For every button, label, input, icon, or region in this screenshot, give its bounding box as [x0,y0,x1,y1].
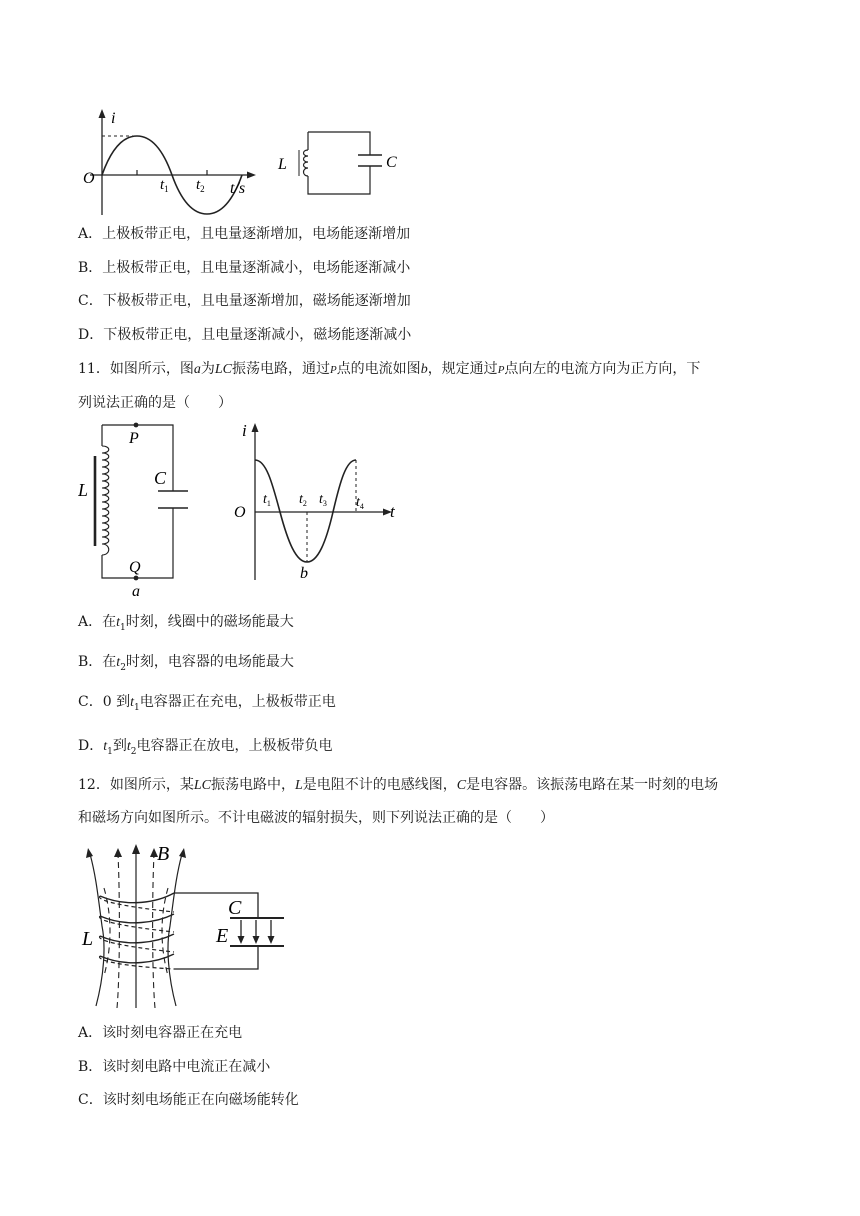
b-field-label: B [157,843,170,865]
q-label: Q [129,559,141,576]
axis-t-label: t [390,502,395,521]
q12-lc-field-figure [78,836,298,1014]
q12-option-c: C．该时刻电场能正在向磁场能转化 [78,1092,299,1108]
p-label: P [129,430,139,447]
figure-a-label: a [132,583,140,600]
e-field-label: E [216,925,229,947]
t3-label: $t_3$ [319,492,327,508]
q11-option-c: C．0 到$t_1$电容器正在充电，上极板带正电 [78,694,336,713]
q10-current-time-graph [80,105,260,220]
t2-label: $t_2$ [196,177,205,194]
q12-option-b: B．该时刻电路中电流正在减小 [78,1059,271,1075]
q10-option-b: B．上极板带正电，且电量逐渐减小，电场能逐渐减小 [78,260,411,276]
capacitor-label: C [154,468,167,488]
inductor-label: L [278,156,287,173]
t1-label: $t_1$ [160,177,169,194]
capacitor-label: C [228,897,242,919]
q12-stem-line1: 12．如图所示，某LC振荡电路中，L是电阻不计的电感线图，C是电容器。该振荡电路在某一时刻的电场 [78,777,719,793]
axis-i-label: i [242,421,247,440]
q12-stem-line2: 和磁场方向如图所示。不计电磁波的辐射损失，则下列说法正确的是（ ） [78,810,554,826]
inductor-label: L [82,928,94,950]
q11-stem-line1: 11．如图所示，图a为LC振荡电路，通过P点的电流如图b，规定通过P点向左的电流方向为正方向，下 [78,361,701,377]
q11-circuit-a [78,418,188,600]
capacitor-label: C [386,154,397,171]
q10-option-d: D．下极板带正电，且电量逐渐减小，磁场能逐渐减小 [78,327,412,343]
q11-stem-line2: 列说法正确的是（ ） [78,395,232,411]
q11-option-d: D．$t_1$到$t_2$电容器正在放电，上极板带负电 [78,738,333,757]
q11-graph-b [228,420,408,585]
t4-label: $t_4$ [356,495,364,511]
axis-t-label: t/s [230,180,246,197]
t2-label: $t_2$ [299,492,307,508]
inductor-label: L [78,480,89,500]
origin-label: O [83,170,95,187]
t1-label: $t_1$ [263,492,271,508]
figure-b-label: b [300,565,308,582]
q12-option-a: A．该时刻电容器正在充电 [78,1025,243,1041]
q11-option-b: B．在$t_2$时刻，电容器的电场能最大 [78,654,294,673]
q10-option-a: A．上极板带正电，且电量逐渐增加，电场能逐渐增加 [78,226,411,242]
q10-option-c: C．下极板带正电，且电量逐渐增加，磁场能逐渐增加 [78,293,411,309]
origin-label: O [234,504,246,521]
axis-i-label: i [111,110,116,127]
q10-lc-circuit [272,128,407,203]
q11-option-a: A．在$t_1$时刻，线圈中的磁场能最大 [78,614,294,633]
